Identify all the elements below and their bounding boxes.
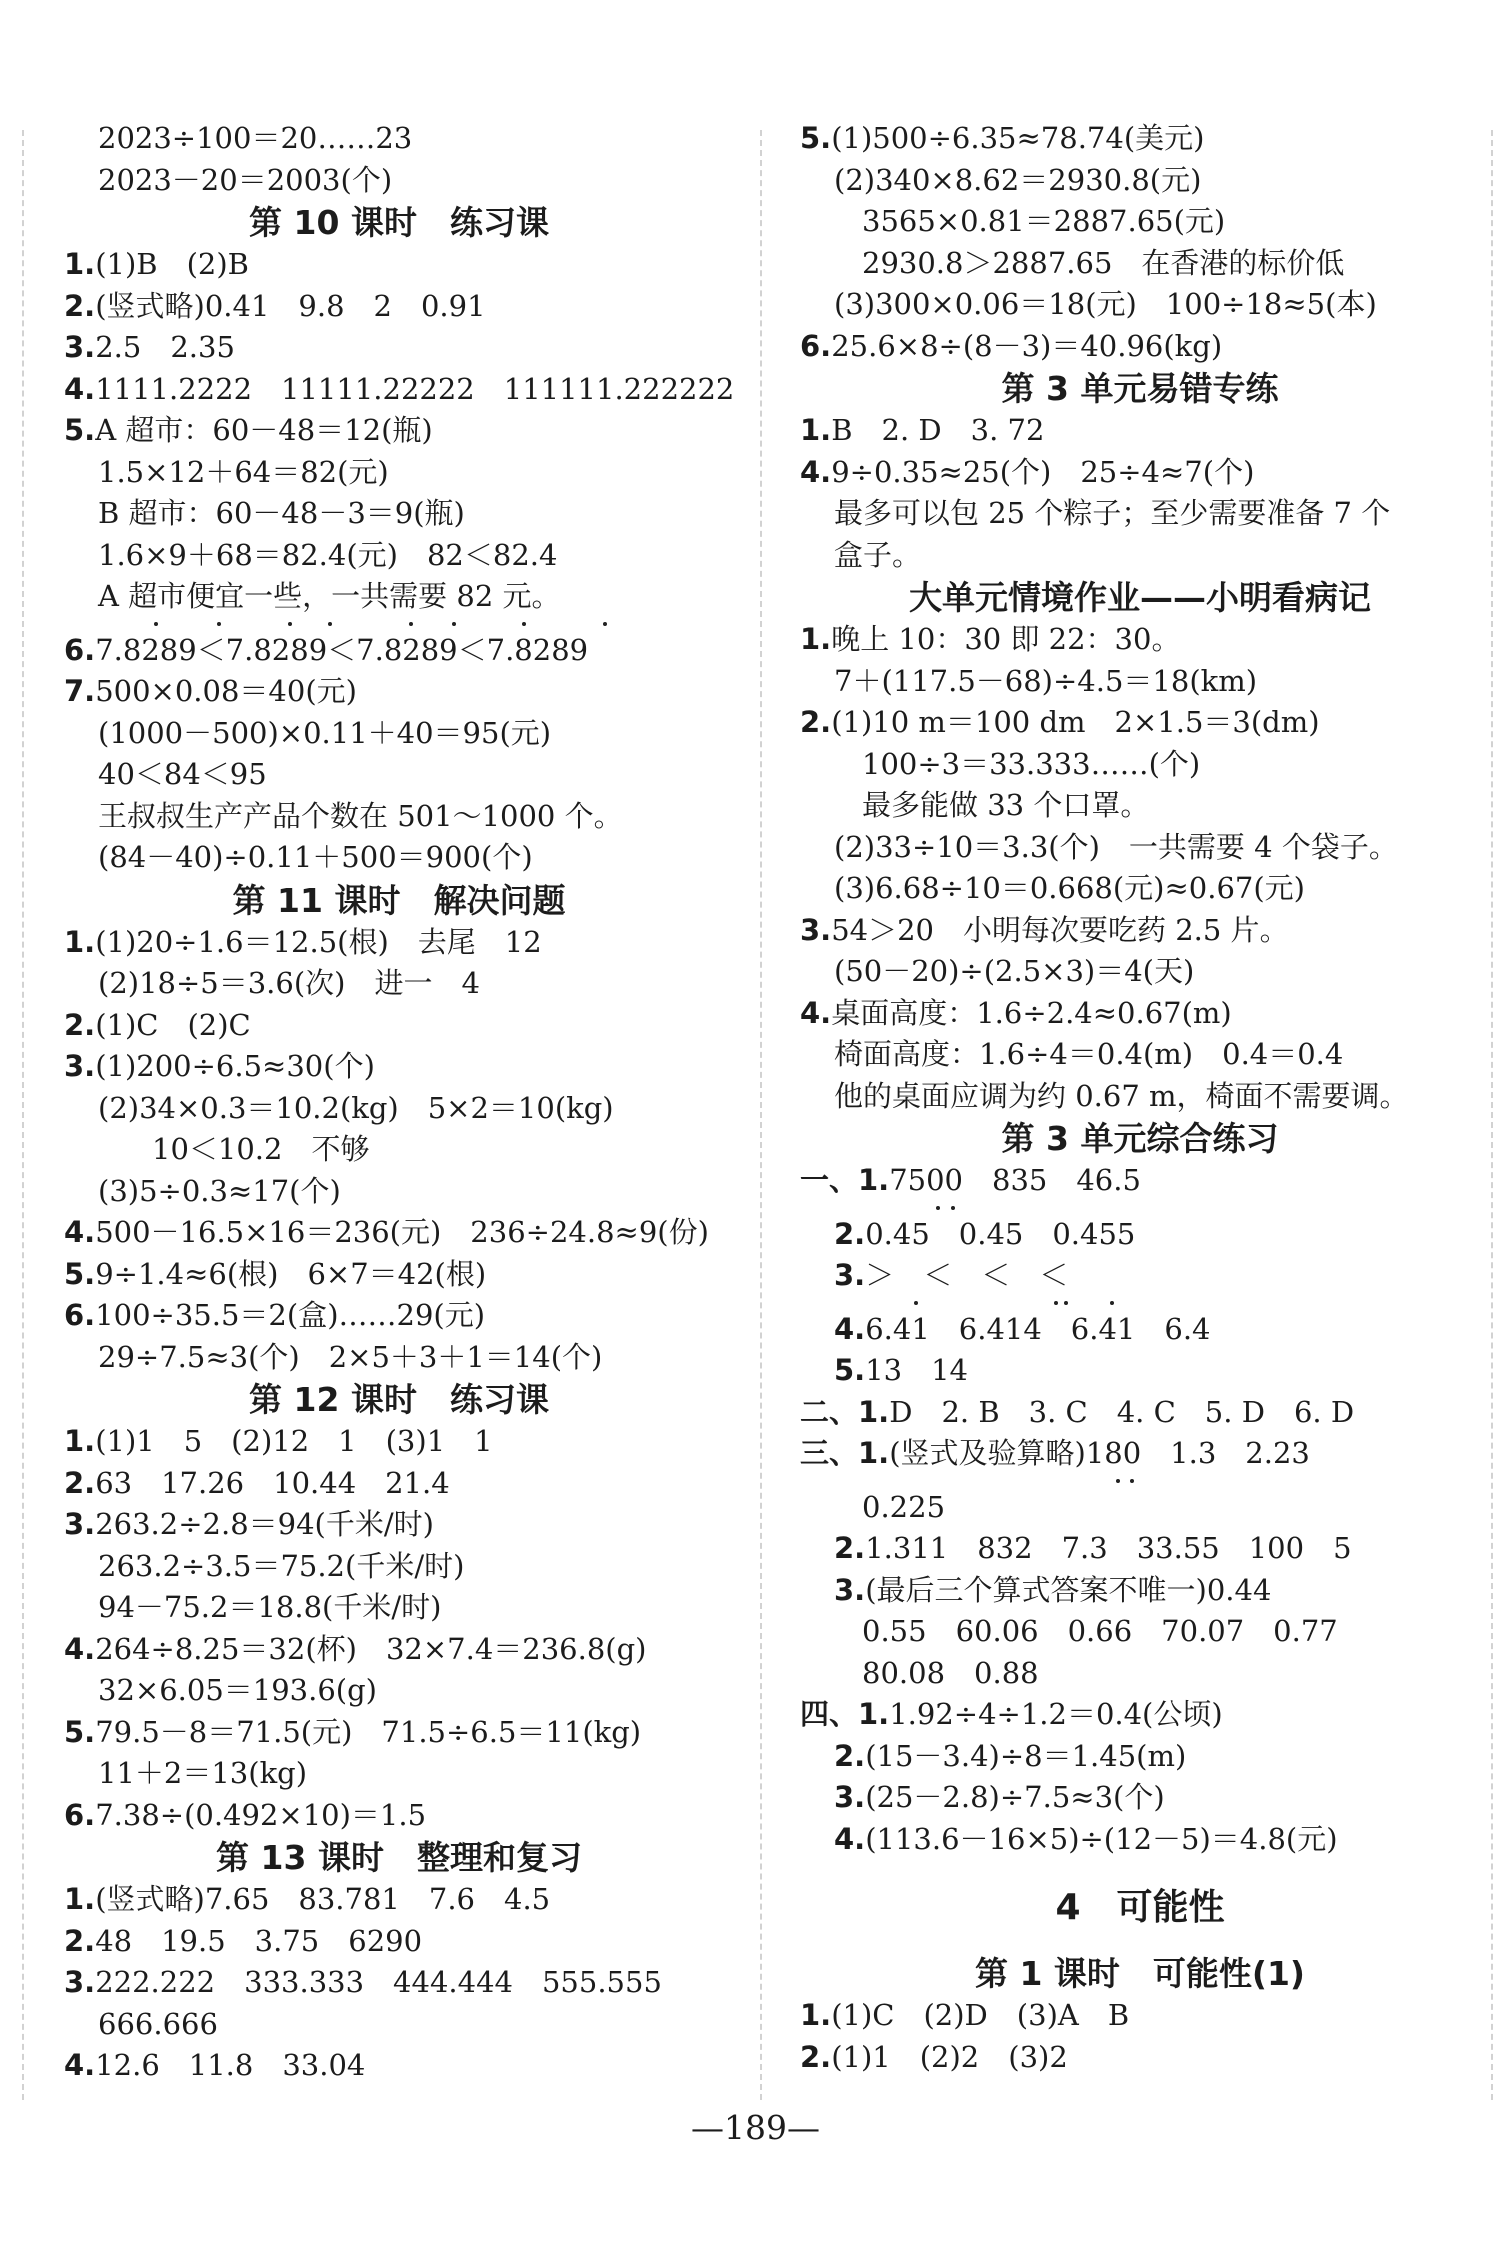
answer-line: [800, 1350, 1480, 1392]
answer-text: (2)340×8.62＝2930.8(元): [834, 162, 1202, 197]
question-number: 6.: [800, 328, 832, 363]
question-number: 2.: [64, 1007, 96, 1042]
answer-text: (3)300×0.06＝18(元) 100÷18≈5(本): [834, 287, 1377, 321]
answer-line: [800, 1653, 1480, 1695]
answer-line: [800, 118, 1480, 160]
repeating-dot: [1116, 1479, 1120, 1483]
answer-text: (1)20÷1.6＝12.5(根) 去尾 12: [95, 924, 542, 959]
answer-text: 11＋2＝13(kg): [98, 1756, 308, 1790]
question-number: 2.: [834, 1216, 866, 1251]
question-number: 3.: [800, 912, 832, 947]
answer-text: 1.5×12＋64＝82(元): [98, 454, 389, 489]
answer-line: [64, 2004, 734, 2046]
question-number: 5.: [800, 121, 832, 155]
answer-line: [800, 410, 1480, 452]
answer-line: [64, 1088, 734, 1130]
question-number: 2.: [834, 1738, 866, 1773]
answer-line: [800, 1214, 1480, 1256]
answer-text: B 2. D 3. 72: [831, 413, 1045, 447]
answer-text: (84－40)÷0.11＋500＝900(个): [98, 840, 533, 874]
answer-line: [800, 993, 1480, 1035]
question-number: 2.: [800, 2039, 832, 2074]
answer-line: [64, 1005, 734, 1047]
repeating-decimal-dots: [800, 1202, 1480, 1214]
answer-text: 0.45 0.45 0.455: [865, 1216, 1136, 1251]
answer-text: 263.2÷2.8＝94(千米/时): [95, 1507, 434, 1541]
answer-text: 盒子。: [834, 537, 922, 572]
answer-line: [64, 1879, 734, 1921]
answer-text: 7＋(117.5－68)÷4.5＝18(km): [834, 663, 1258, 698]
answer-text: (3)6.68÷10＝0.668(元)≈0.67(元): [834, 871, 1305, 905]
repeating-dot: [1064, 1301, 1068, 1305]
question-number: 3.: [64, 1965, 96, 1999]
question-number: 6.: [64, 1797, 96, 1832]
repeating-dot: [951, 1206, 955, 1210]
answer-text: 0.225: [862, 1489, 946, 1524]
question-number: 3.: [834, 1780, 866, 1814]
question-number: 7.: [64, 674, 96, 708]
question-number: 4.: [800, 995, 832, 1030]
answer-text: (2)34×0.3＝10.2(kg) 5×2＝10(kg): [98, 1090, 614, 1125]
answer-line: [800, 535, 1480, 577]
question-number: 2.: [64, 288, 96, 323]
answer-text: 晚上 10：30 即 22：30。: [831, 622, 1181, 656]
question-number: 4.: [64, 371, 96, 406]
answer-text: 7.38÷(0.492×10)＝1.5: [95, 1797, 427, 1832]
answer-line: [64, 1629, 734, 1671]
repeating-decimal-dots: [800, 1475, 1480, 1487]
section-heading: 第 1 课时 可能性(1): [974, 1954, 1306, 1993]
answer-line: [800, 2037, 1480, 2079]
right-column: [800, 118, 1480, 2078]
answer-text: (25－2.8)÷7.5≈3(个): [865, 1780, 1165, 1814]
answer-line: [800, 1819, 1480, 1861]
answer-line: [800, 1487, 1480, 1529]
answer-line: [64, 2045, 734, 2087]
answer-text: ＞ ＜ ＜ ＜: [865, 1258, 1069, 1292]
answer-line: [64, 837, 734, 879]
answer-line: [64, 160, 734, 202]
answer-text: 3565×0.81＝2887.65(元): [862, 204, 1226, 238]
answer-text: 2023÷100＝20……23: [98, 121, 413, 155]
answer-line: [800, 1160, 1480, 1202]
answer-text: 29÷7.5≈3(个) 2×5＋3＋1＝14(个): [98, 1339, 603, 1374]
answer-line: [64, 286, 734, 328]
question-number: 4.: [64, 1215, 96, 1249]
answer-text: (1)10 m＝100 dm 2×1.5＝3(dm): [831, 705, 1320, 739]
answer-text: 32×6.05＝193.6(g): [98, 1673, 377, 1707]
answer-text: (50－20)÷(2.5×3)＝4(天): [834, 954, 1195, 988]
answer-text: (3)5÷0.3≈17(个): [98, 1173, 341, 1208]
answer-text: 王叔叔生产产品个数在 501～1000 个。: [98, 798, 623, 833]
answer-line: [64, 1295, 734, 1337]
answer-text: B 超市：60－48－3＝9(瓶): [98, 496, 465, 530]
answer-text: 1.92÷4÷1.2＝0.4(公顷): [889, 1697, 1223, 1731]
answer-line: [800, 702, 1480, 744]
question-number: 3.: [834, 1572, 866, 1607]
question-number: 3.: [64, 1049, 96, 1083]
answer-text: 1.311 832 7.3 33.55 100 5: [865, 1531, 1352, 1565]
question-number: 四、1.: [800, 1697, 890, 1731]
left-margin-rule: [22, 130, 24, 2100]
question-number: 二、1.: [800, 1394, 890, 1429]
answer-line: [800, 1076, 1480, 1118]
question-number: 2.: [64, 1465, 96, 1500]
answer-text: 48 19.5 3.75 6290: [95, 1923, 423, 1958]
column-divider: [760, 130, 762, 2100]
answer-line: [800, 827, 1480, 869]
question-number: 4.: [800, 454, 832, 489]
repeating-dot: [409, 622, 413, 626]
answer-line: [800, 744, 1480, 786]
answer-line: [800, 951, 1480, 993]
answer-line: [64, 671, 734, 713]
answer-text: 54＞20 小明每次要吃药 2.5 片。: [831, 912, 1289, 947]
answer-line: [800, 1255, 1480, 1297]
answer-line: [64, 1337, 734, 1379]
answer-text: (15－3.4)÷8＝1.45(m): [865, 1738, 1187, 1773]
answer-line: [64, 1463, 734, 1505]
answer-text: 13 14: [865, 1353, 969, 1387]
answer-line: [64, 1046, 734, 1088]
answer-line: [64, 1129, 734, 1171]
answer-text: 2.5 2.35: [95, 330, 235, 364]
question-number: 1.: [64, 924, 96, 959]
answer-text: 40＜84＜95: [98, 757, 267, 791]
question-number: 4.: [64, 2048, 96, 2082]
answer-line: [64, 754, 734, 796]
answer-text: (113.6－16×5)÷(12－5)＝4.8(元): [865, 1821, 1338, 1856]
answer-text: 222.222 333.333 444.444 555.555: [95, 1965, 662, 1999]
answer-text: 桌面高度：1.6÷2.4≈0.67(m): [831, 995, 1232, 1030]
question-number: 1.: [800, 413, 832, 447]
section-heading: 第 3 单元易错专练: [1001, 369, 1279, 408]
page-number: —189—: [691, 2108, 820, 2147]
answer-text: 2930.8＞2887.65 在香港的标价低: [862, 245, 1345, 280]
answer-line: [64, 118, 734, 160]
answer-line: [64, 796, 734, 838]
answer-text: 63 17.26 10.44 21.4: [95, 1465, 450, 1500]
answer-line: [64, 630, 734, 672]
question-number: 3.: [64, 330, 96, 364]
answer-text: 9÷0.35≈25(个) 25÷4≈7(个): [831, 454, 1255, 489]
answer-line: [800, 1034, 1480, 1076]
answer-line: [64, 1795, 734, 1837]
answer-line: [800, 452, 1480, 494]
answer-line: [64, 1921, 734, 1963]
answer-line: [800, 619, 1480, 661]
answer-text: 25.6×8÷(8－3)＝40.96(kg): [831, 328, 1223, 363]
answer-line: [64, 1504, 734, 1546]
answer-line: [64, 922, 734, 964]
answer-text: (1)1 (2)2 (3)2: [831, 2039, 1068, 2074]
question-number: 6.: [64, 1298, 96, 1332]
answer-text: 500×0.08＝40(元): [95, 674, 357, 708]
section-heading: 第 13 课时 整理和复习: [216, 1838, 582, 1877]
question-number: 1.: [800, 622, 832, 656]
answer-text: 263.2÷3.5＝75.2(千米/时): [98, 1548, 465, 1583]
answer-line: [800, 868, 1480, 910]
answer-text: 100÷35.5＝2(盒)……29(元): [95, 1298, 486, 1332]
answer-text: (竖式略)7.65 83.781 7.6 4.5: [95, 1882, 551, 1916]
answer-line: [64, 452, 734, 494]
answer-text: 9÷1.4≈6(根) 6×7＝42(根): [95, 1256, 487, 1291]
answer-line: [64, 1421, 734, 1463]
answer-line: [800, 160, 1480, 202]
answer-text: (2)18÷5＝3.6(次) 进一 4: [98, 966, 480, 1000]
answer-line: [64, 1753, 734, 1795]
right-margin-rule: [1491, 130, 1493, 2100]
repeating-dot: [217, 622, 221, 626]
question-number: 1.: [64, 1882, 96, 1916]
repeating-dot: [914, 1301, 918, 1305]
answer-line: [800, 910, 1480, 952]
answer-text: 椅面高度：1.6÷4＝0.4(m) 0.4＝0.4: [834, 1037, 1344, 1071]
answer-line: [64, 535, 734, 577]
repeating-decimal-dots: [64, 618, 734, 630]
question-number: 2.: [834, 1531, 866, 1565]
left-column: [64, 118, 734, 2087]
unit-heading: 4 可能性: [1055, 1887, 1225, 1928]
answer-line: [64, 963, 734, 1005]
answer-line: [64, 1546, 734, 1588]
answer-text: 最多可以包 25 个粽子；至少需要准备 7 个: [834, 496, 1391, 530]
answer-line: [800, 661, 1480, 703]
answer-text: (1)200÷6.5≈30(个): [95, 1049, 375, 1083]
answer-line: [800, 1528, 1480, 1570]
question-number: 4.: [834, 1311, 866, 1346]
question-number: 5.: [64, 413, 96, 447]
answer-text: (1)1 5 (2)12 1 (3)1 1: [95, 1424, 493, 1458]
answer-line: [800, 284, 1480, 326]
question-number: 5.: [64, 1714, 96, 1749]
answer-line: [64, 1670, 734, 1712]
answer-line: [800, 1995, 1480, 2037]
answer-line: [800, 326, 1480, 368]
answer-text: (最后三个算式答案不唯一)0.44: [865, 1572, 1272, 1607]
question-number: 5.: [834, 1353, 866, 1387]
answer-line: [800, 1570, 1480, 1612]
answer-line: [800, 493, 1480, 535]
answer-text: 94－75.2＝18.8(千米/时): [98, 1590, 442, 1624]
repeating-dot: [522, 622, 526, 626]
repeating-dot: [154, 622, 158, 626]
question-number: 3.: [64, 1507, 96, 1541]
answer-line: [64, 1962, 734, 2004]
answer-text: (1)C (2)D (3)A B: [831, 1998, 1130, 2032]
section-heading: 第 10 课时 练习课: [249, 203, 549, 242]
answer-text: 79.5－8＝71.5(元) 71.5÷6.5＝11(kg): [95, 1714, 642, 1749]
answer-text: 264÷8.25＝32(杯) 32×7.4＝236.8(g): [95, 1631, 647, 1666]
answer-line: [800, 1736, 1480, 1778]
answer-text: (1)500÷6.35≈78.74(美元): [831, 121, 1205, 155]
answer-text: 100÷3＝33.333……(个): [862, 746, 1201, 781]
answer-text: 1.6×9＋68＝82.4(元) 82＜82.4: [98, 537, 558, 572]
section-heading: 大单元情境作业——小明看病记: [909, 578, 1371, 617]
answer-text: A 超市：60－48＝12(瓶): [95, 413, 433, 447]
answer-text: (竖式及验算略)180 1.3 2.23: [889, 1436, 1310, 1470]
answer-text: 80.08 0.88: [862, 1655, 1039, 1690]
section-heading: 第 11 课时 解决问题: [232, 880, 566, 920]
answer-text: 12.6 11.8 33.04: [95, 2048, 366, 2082]
answer-line: [800, 1777, 1480, 1819]
answer-line: [64, 1712, 734, 1754]
repeating-dot: [1054, 1301, 1058, 1305]
answer-line: [64, 1587, 734, 1629]
answer-text: 10＜10.2 不够: [152, 1132, 370, 1166]
question-number: 5.: [64, 1256, 96, 1291]
answer-line: [64, 244, 734, 286]
repeating-dot: [288, 622, 292, 626]
repeating-dot: [936, 1206, 940, 1210]
answer-line: [800, 785, 1480, 827]
answer-line: [800, 243, 1480, 285]
answer-text: (1000－500)×0.11＋40＝95(元): [98, 715, 552, 750]
repeating-dot: [603, 622, 607, 626]
question-number: 三、1.: [800, 1436, 890, 1470]
answer-text: (1)B (2)B: [95, 247, 249, 281]
answer-line: [800, 1694, 1480, 1736]
answer-text: 666.666: [98, 2006, 218, 2041]
answer-text: (2)33÷10＝3.3(个) 一共需要 4 个袋子。: [834, 829, 1398, 864]
answer-line: [64, 1254, 734, 1296]
answer-text: 最多能做 33 个口罩。: [862, 788, 1150, 822]
answer-line: [64, 1212, 734, 1254]
answer-text: 他的桌面应调为约 0.67 m，椅面不需要调。: [834, 1078, 1409, 1113]
answer-line: [800, 201, 1480, 243]
repeating-dot: [1110, 1301, 1114, 1305]
question-number: 2.: [64, 1923, 96, 1958]
answer-line: [64, 369, 734, 411]
question-number: 2.: [800, 705, 832, 739]
answer-line: [800, 1392, 1480, 1434]
answer-line: [64, 410, 734, 452]
question-number: 4.: [834, 1821, 866, 1856]
question-number: 1.: [64, 247, 96, 281]
repeating-dot: [328, 622, 332, 626]
answer-text: D 2. B 3. C 4. C 5. D 6. D: [889, 1394, 1355, 1429]
answer-line: [64, 576, 734, 618]
answer-line: [64, 713, 734, 755]
answer-text: A 超市便宜一些，一共需要 82 元。: [98, 579, 561, 613]
answer-text: (竖式略)0.41 9.8 2 0.91: [95, 288, 486, 323]
section-heading: 第 12 课时 练习课: [249, 1380, 549, 1419]
answer-line: [800, 1433, 1480, 1475]
answer-line: [800, 1309, 1480, 1351]
repeating-dot: [452, 622, 456, 626]
answer-text: 7500 835 46.5: [889, 1163, 1141, 1197]
answer-line: [64, 327, 734, 369]
question-number: 6.: [64, 632, 96, 667]
answer-text: 0.55 60.06 0.66 70.07 0.77: [862, 1614, 1338, 1648]
question-number: 一、1.: [800, 1163, 890, 1197]
question-number: 4.: [64, 1631, 96, 1666]
section-heading: 第 3 单元综合练习: [1001, 1119, 1279, 1158]
question-number: 3.: [834, 1258, 866, 1292]
answer-text: (1)C (2)C: [95, 1007, 251, 1042]
answer-line: [800, 1611, 1480, 1653]
answer-text: 1111.2222 11111.22222 111111.222222: [95, 371, 735, 406]
answer-text: 2023－20＝2003(个): [98, 162, 393, 197]
repeating-decimal-dots: [800, 1297, 1480, 1309]
answer-line: [64, 1171, 734, 1213]
question-number: 1.: [64, 1424, 96, 1458]
repeating-dot: [1130, 1479, 1134, 1483]
question-number: 1.: [800, 1998, 832, 2032]
answer-text: 500－16.5×16＝236(元) 236÷24.8≈9(份): [95, 1215, 709, 1249]
answer-text: 6.41 6.414 6.41 6.4: [865, 1311, 1211, 1346]
answer-line: [64, 493, 734, 535]
answer-text: 7.8289＜7.8289＜7.8289＜7.8289: [95, 632, 589, 667]
